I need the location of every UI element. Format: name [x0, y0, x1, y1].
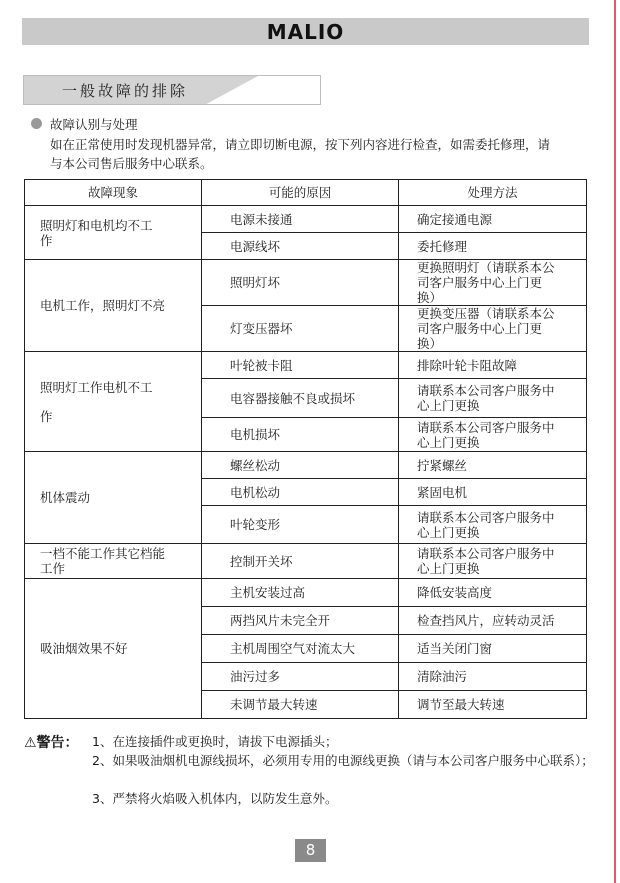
table-row [25, 579, 587, 607]
header-fix: 处理方法 [399, 180, 587, 206]
symptom-cell: 吸油烟效果不好 [25, 579, 202, 719]
cause-cell: 电容器接触不良或损坏 [202, 379, 399, 418]
fix-cell: 更换照明灯（请联系本公司客户服务中心上门更换） [399, 260, 587, 306]
fix-cell: 调节至最大转速 [399, 691, 587, 719]
table-header-row [25, 180, 587, 206]
cause-cell: 电机松动 [202, 479, 399, 506]
cause-cell: 主机周围空气对流太大 [202, 635, 399, 663]
fix-cell: 请联系本公司客户服务中心上门更换 [399, 544, 587, 579]
cause-cell: 未调节最大转速 [202, 691, 399, 719]
page-edge-rule [614, 0, 616, 883]
fix-cell: 确定接通电源 [399, 206, 587, 233]
table-row [25, 544, 587, 579]
intro-heading: 故障认别与处理 [50, 117, 138, 132]
fix-cell: 检查挡风片，应转动灵活 [399, 607, 587, 635]
header-cause: 可能的原因 [202, 180, 399, 206]
fix-cell: 紧固电机 [399, 479, 587, 506]
header-symptom: 故障现象 [25, 180, 202, 206]
fix-cell: 委托修理 [399, 233, 587, 260]
cause-cell: 两挡风片未完全开 [202, 607, 399, 635]
cause-cell: 控制开关坏 [202, 544, 399, 579]
section-title-box [23, 75, 321, 105]
header-bar [22, 18, 589, 45]
cause-cell: 照明灯坏 [202, 260, 399, 306]
symptom-cell: 照明灯和电机均不工作 [25, 206, 202, 260]
fix-cell: 拧紧螺丝 [399, 452, 587, 479]
cause-cell: 电源未接通 [202, 206, 399, 233]
cause-cell: 电机损坏 [202, 418, 399, 452]
fix-cell: 清除油污 [399, 663, 587, 691]
symptom-cell: 电机工作，照明灯不亮 [25, 260, 202, 352]
cause-cell: 主机安装过高 [202, 579, 399, 607]
fix-cell: 请联系本公司客户服务中心上门更换 [399, 506, 587, 544]
fix-cell: 降低安装高度 [399, 579, 587, 607]
symptom-cell: 照明灯工作电机不工作 [25, 352, 202, 452]
fix-cell: 适当关闭门窗 [399, 635, 587, 663]
fix-cell: 请联系本公司客户服务中心上门更换 [399, 418, 587, 452]
section-title: 一般故障的排除 [62, 82, 189, 100]
cause-cell: 螺丝松动 [202, 452, 399, 479]
table-row [25, 260, 587, 306]
warning-label: ⚠警告： [24, 735, 79, 751]
fix-cell: 更换变压器（请联系本公司客户服务中心上门更换） [399, 306, 587, 352]
table-row [25, 352, 587, 379]
fix-cell: 排除叶轮卡阻故障 [399, 352, 587, 379]
cause-cell: 叶轮被卡阻 [202, 352, 399, 379]
table-row [25, 452, 587, 479]
fix-cell: 请联系本公司客户服务中心上门更换 [399, 379, 587, 418]
cause-cell: 叶轮变形 [202, 506, 399, 544]
cause-cell: 油污过多 [202, 663, 399, 691]
intro-body: 如在正常使用时发现机器异常，请立即切断电源，按下列内容进行检查，如需委托修理，请与本公司售后服务中心联系。 [50, 137, 551, 171]
cause-cell: 电源线坏 [202, 233, 399, 260]
symptom-cell: 一档不能工作其它档能工作 [25, 544, 202, 579]
page-number: 8 [295, 839, 326, 862]
warning-item: 2、如果吸油烟机电源线损坏，必须用专用的电源线更换（请与本公司客户服务中心联系）； [92, 753, 594, 768]
cause-cell: 灯变压器坏 [202, 306, 399, 352]
fault-table [24, 179, 587, 719]
bullet-dot-icon [31, 118, 42, 129]
brand-logo: MALIO [266, 20, 345, 44]
warning-item: 3、严禁将火焰吸入机体内，以防发生意外。 [92, 791, 338, 806]
warning-item: 1、在连接插件或更换时，请拔下电源插头； [92, 734, 338, 749]
symptom-cell: 机体震动 [25, 452, 202, 544]
table-row [25, 206, 587, 233]
